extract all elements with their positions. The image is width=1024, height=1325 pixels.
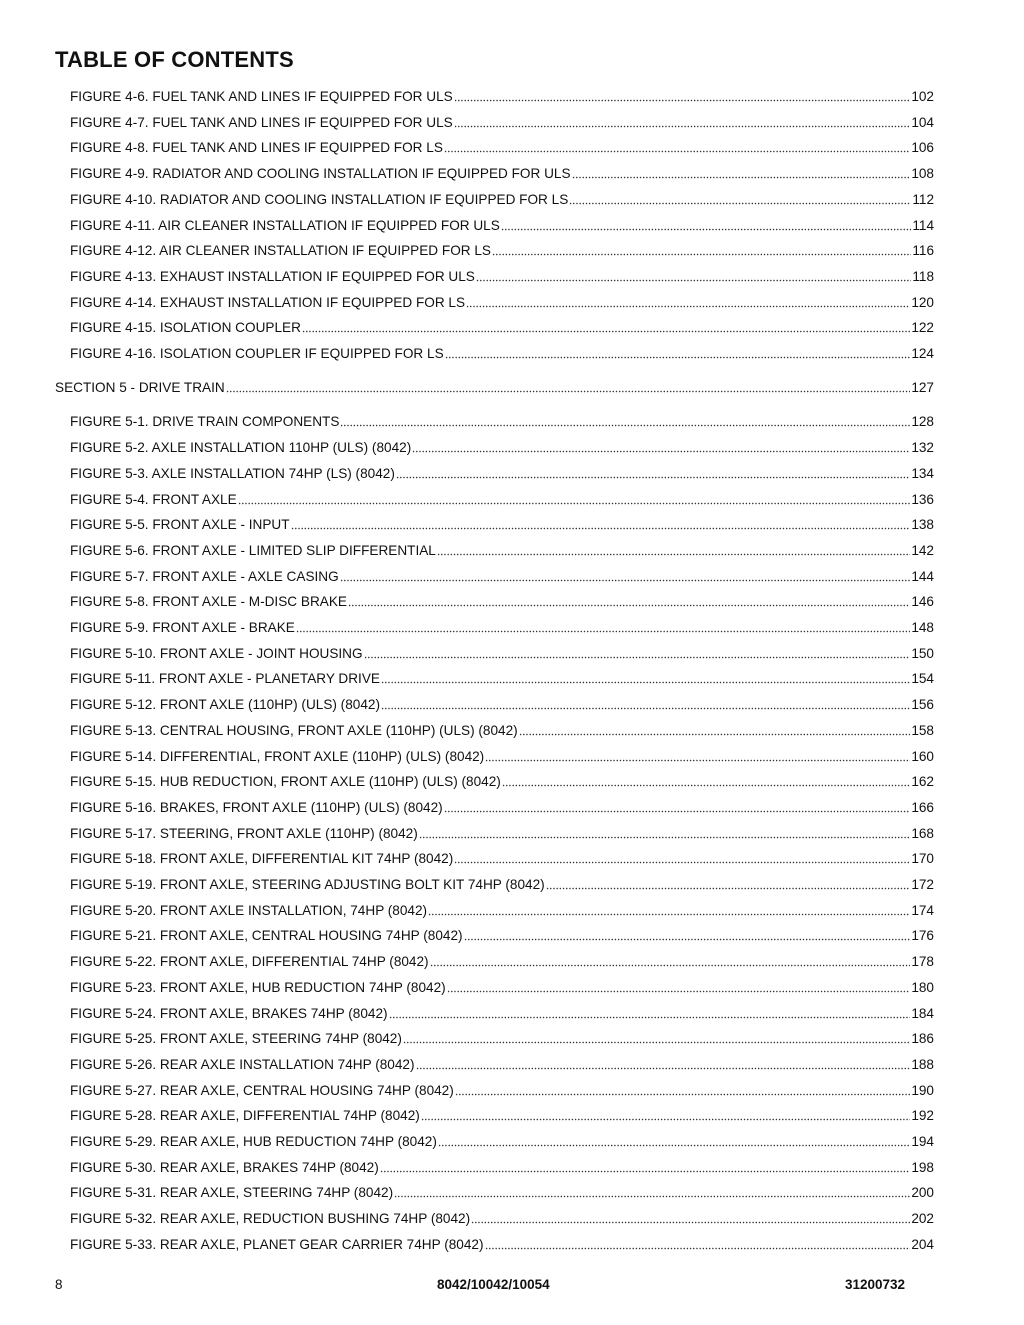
toc-entry-page: 188 <box>911 1056 934 1072</box>
toc-entry-label: FIGURE 5-33. REAR AXLE, PLANET GEAR CARRIER 74HP (8042) <box>70 1236 484 1252</box>
dot-leader <box>485 759 910 762</box>
toc-figure-entry[interactable] <box>70 1235 934 1255</box>
dot-leader <box>438 1144 910 1147</box>
toc-figure-entry[interactable] <box>70 1209 934 1229</box>
toc-figure-entry[interactable] <box>70 875 934 895</box>
toc-figure-entry[interactable] <box>70 1004 934 1024</box>
toc-entry-page: 132 <box>911 440 934 456</box>
toc-entry-page: 146 <box>911 594 934 610</box>
toc-entry-label: FIGURE 5-4. FRONT AXLE <box>70 491 237 507</box>
toc-figure-entry[interactable] <box>70 849 934 869</box>
toc-entry-label: FIGURE 5-25. FRONT AXLE, STEERING 74HP (8042) <box>70 1031 402 1047</box>
dot-leader <box>340 424 910 427</box>
toc-entry-label: FIGURE 5-21. FRONT AXLE, CENTRAL HOUSING 74HP (8042) <box>70 928 463 944</box>
toc-figure-entry[interactable] <box>70 1106 934 1126</box>
toc-figure-entry[interactable] <box>70 567 934 587</box>
toc-entry-page: 204 <box>911 1236 934 1252</box>
toc-entry-page: 127 <box>911 380 934 396</box>
toc-entry-label: FIGURE 4-12. AIR CLEANER INSTALLATION IF EQUIPPED FOR LS <box>70 243 492 259</box>
toc-entry-page: 172 <box>911 877 934 892</box>
toc-entry-label: FIGURE 4-16. ISOLATION COUPLER IF EQUIPPED FOR LS <box>70 346 444 361</box>
toc-entry-page: 198 <box>911 1159 934 1175</box>
toc-figure-entry[interactable] <box>70 695 934 715</box>
dot-leader <box>572 176 911 179</box>
toc-entry-label: FIGURE 5-1. DRIVE TRAIN COMPONENTS <box>70 414 340 430</box>
toc-entry-label: FIGURE 5-32. REAR AXLE, REDUCTION BUSHING 74HP (8042) <box>70 1211 471 1227</box>
toc-entry-label: FIGURE 5-13. CENTRAL HOUSING, FRONT AXLE (110HP) (ULS) (8042) <box>70 722 518 738</box>
toc-figure-entry[interactable] <box>70 1132 934 1152</box>
toc-entry-label: FIGURE 4-15. ISOLATION COUPLER <box>70 320 301 336</box>
dot-leader <box>296 630 910 633</box>
toc-entry-page: 128 <box>911 414 934 430</box>
toc-entry-label: FIGURE 5-2. AXLE INSTALLATION 110HP (ULS) (8042) <box>70 440 412 456</box>
toc-figure-entry[interactable] <box>70 293 934 313</box>
dot-leader <box>569 202 911 205</box>
toc-figure-entry[interactable] <box>70 138 934 158</box>
dot-leader <box>466 305 910 308</box>
toc-entry-label: FIGURE 5-27. REAR AXLE, CENTRAL HOUSING 74HP (8042) <box>70 1082 454 1098</box>
toc-entry-page: 194 <box>911 1134 934 1149</box>
dot-leader <box>501 228 912 231</box>
dot-leader <box>381 707 910 710</box>
toc-entry-page: 122 <box>911 320 934 336</box>
toc-entry-page: 154 <box>911 671 934 687</box>
toc-entry-page: 134 <box>911 465 934 481</box>
toc-figure-entry[interactable] <box>70 190 934 210</box>
toc-entry-label: FIGURE 5-20. FRONT AXLE INSTALLATION, 74HP (8042) <box>70 902 428 918</box>
toc-entry-label: FIGURE 5-28. REAR AXLE, DIFFERENTIAL 74HP (8042) <box>70 1108 420 1124</box>
toc-entry-page: 184 <box>911 1005 934 1021</box>
dot-leader <box>455 1093 911 1096</box>
dot-leader <box>416 1067 911 1070</box>
toc-figure-entry[interactable] <box>70 618 934 638</box>
dot-leader <box>421 1118 911 1121</box>
dot-leader <box>394 1195 910 1198</box>
toc-figure-entry[interactable] <box>70 772 934 792</box>
dot-leader <box>454 861 910 864</box>
toc-entry-page: 114 <box>912 217 934 233</box>
toc-entry-label: FIGURE 5-14. DIFFERENTIAL, FRONT AXLE (110HP) (ULS) (8042) <box>70 748 485 764</box>
toc-entry-label: FIGURE 5-12. FRONT AXLE (110HP) (ULS) (8042) <box>70 697 380 713</box>
toc-figure-entry[interactable] <box>70 901 934 921</box>
toc-entry-label: FIGURE 5-6. FRONT AXLE - LIMITED SLIP DIFFERENTIAL <box>70 542 436 558</box>
toc-entry-label: FIGURE 5-8. FRONT AXLE - M-DISC BRAKE <box>70 594 347 610</box>
toc-figure-entry[interactable] <box>70 1183 934 1203</box>
dot-leader <box>226 390 911 393</box>
toc-figure-entry[interactable] <box>70 87 934 107</box>
toc-entry-page: 192 <box>911 1108 934 1124</box>
toc-figure-entry[interactable] <box>70 644 934 664</box>
toc-entry-page: 142 <box>911 542 934 558</box>
toc-entry-page: 102 <box>911 89 934 104</box>
toc-figure-entry[interactable] <box>70 721 934 741</box>
dot-leader <box>419 836 911 839</box>
dot-leader <box>476 279 911 282</box>
dot-leader <box>492 253 911 256</box>
dot-leader <box>454 99 911 102</box>
toc-entry-page: 202 <box>911 1211 934 1227</box>
toc-figure-entry[interactable] <box>70 267 934 287</box>
toc-figure-entry[interactable] <box>70 412 934 432</box>
toc-entry-page: 124 <box>911 346 934 361</box>
toc-figure-entry[interactable] <box>70 464 934 484</box>
dot-leader <box>444 150 910 153</box>
dot-leader <box>381 681 910 684</box>
toc-entry-label: FIGURE 5-7. FRONT AXLE - AXLE CASING <box>70 568 339 584</box>
toc-entry-page: 180 <box>911 979 934 995</box>
dot-leader <box>464 938 911 941</box>
dot-leader <box>291 527 911 530</box>
dot-leader <box>445 356 911 359</box>
toc-figure-entry[interactable] <box>70 490 934 510</box>
toc-entry-page: 174 <box>911 902 934 918</box>
toc-section-entry[interactable] <box>55 378 934 398</box>
toc-entry-page: 176 <box>911 928 934 944</box>
toc-figure-entry[interactable] <box>70 747 934 767</box>
dot-leader <box>519 733 911 736</box>
toc-entry-page: 118 <box>912 268 934 284</box>
toc-figure-entry[interactable] <box>70 164 934 184</box>
footer-page-number: 8 <box>55 1277 63 1292</box>
toc-entry-page: 136 <box>911 491 934 507</box>
toc-entry-label: FIGURE 5-9. FRONT AXLE - BRAKE <box>70 620 295 635</box>
toc-entry-page: 170 <box>911 851 934 867</box>
toc-figure-entry[interactable] <box>70 541 934 561</box>
dot-leader <box>396 476 910 479</box>
toc-entry-page: 120 <box>911 294 934 310</box>
toc-entry-page: 162 <box>911 774 934 790</box>
toc-entry-page: 160 <box>911 748 934 764</box>
toc-figure-entry[interactable] <box>70 318 934 338</box>
toc-entry-page: 148 <box>911 620 934 635</box>
toc-entry-label: FIGURE 5-23. FRONT AXLE, HUB REDUCTION 74HP (8042) <box>70 979 446 995</box>
dot-leader <box>430 964 911 967</box>
toc-entry-label: FIGURE 4-6. FUEL TANK AND LINES IF EQUIPPED FOR ULS <box>70 89 453 104</box>
dot-leader <box>340 579 911 582</box>
toc-figure-entry[interactable] <box>70 241 934 261</box>
toc-entry-label: FIGURE 5-18. FRONT AXLE, DIFFERENTIAL KIT 74HP (8042) <box>70 851 454 867</box>
toc-entry-page: 166 <box>911 799 934 815</box>
toc-entry-label: FIGURE 4-7. FUEL TANK AND LINES IF EQUIPPED FOR ULS <box>70 114 453 130</box>
toc-figure-entry[interactable] <box>70 1055 934 1075</box>
dot-leader <box>348 604 910 607</box>
toc-entry-page: 116 <box>912 243 934 259</box>
dot-leader <box>454 125 911 128</box>
toc-figure-entry[interactable] <box>70 1158 934 1178</box>
dot-leader <box>437 553 910 556</box>
toc-entry-label: FIGURE 5-22. FRONT AXLE, DIFFERENTIAL 74HP (8042) <box>70 954 429 970</box>
toc-entry-label: FIGURE 4-8. FUEL TANK AND LINES IF EQUIPPED FOR LS <box>70 140 443 156</box>
dot-leader <box>412 450 910 453</box>
dot-leader <box>428 913 910 916</box>
toc-entry-page: 150 <box>911 645 934 661</box>
toc-entry-page: 112 <box>912 191 934 207</box>
toc-figure-entry[interactable] <box>70 216 934 236</box>
footer-doc-number: 31200732 <box>845 1277 906 1292</box>
toc-figure-entry[interactable] <box>70 344 934 364</box>
toc-figure-entry[interactable] <box>70 798 934 818</box>
toc-entry-page: 186 <box>911 1031 934 1047</box>
dot-leader <box>444 810 911 813</box>
toc-entry-label: FIGURE 5-19. FRONT AXLE, STEERING ADJUSTING BOLT KIT 74HP (8042) <box>70 877 545 892</box>
toc-figure-entry[interactable] <box>70 592 934 612</box>
toc-entry-page: 106 <box>911 140 934 156</box>
toc-entry-label: FIGURE 5-5. FRONT AXLE - INPUT <box>70 517 290 533</box>
toc-entry-label: FIGURE 5-26. REAR AXLE INSTALLATION 74HP (8042) <box>70 1056 415 1072</box>
toc-entry-label: FIGURE 4-10. RADIATOR AND COOLING INSTALLATION IF EQUIPPED FOR LS <box>70 191 569 207</box>
dot-leader <box>389 1016 911 1019</box>
page-title: TABLE OF CONTENTS <box>55 47 294 72</box>
dot-leader <box>302 330 910 333</box>
toc-entry-label: FIGURE 5-16. BRAKES, FRONT AXLE (110HP) (ULS) (8042) <box>70 799 443 815</box>
dot-leader <box>238 502 911 505</box>
toc-entry-label: FIGURE 4-9. RADIATOR AND COOLING INSTALLATION IF EQUIPPED FOR ULS <box>70 166 571 182</box>
toc-entry-label: FIGURE 5-10. FRONT AXLE - JOINT HOUSING <box>70 645 363 661</box>
dot-leader <box>502 784 910 787</box>
toc-figure-entry[interactable] <box>70 1029 934 1049</box>
footer-models: 8042/10042/10054 <box>437 1277 550 1292</box>
toc-entry-page: 108 <box>911 166 934 182</box>
toc-entry-page: 168 <box>911 825 934 841</box>
toc-figure-entry[interactable] <box>70 824 934 844</box>
toc-figure-entry[interactable] <box>70 438 934 458</box>
toc-entry-page: 200 <box>911 1185 934 1201</box>
toc-figure-entry[interactable] <box>70 1081 934 1101</box>
toc-entry-label: FIGURE 5-31. REAR AXLE, STEERING 74HP (8042) <box>70 1185 394 1201</box>
toc-entry-page: 156 <box>911 697 934 713</box>
toc-entry-label: FIGURE 4-13. EXHAUST INSTALLATION IF EQUIPPED FOR ULS <box>70 268 475 284</box>
toc-figure-entry[interactable] <box>70 113 934 133</box>
toc-entry-page: 190 <box>911 1082 934 1098</box>
toc-entry-label: FIGURE 5-15. HUB REDUCTION, FRONT AXLE (110HP) (ULS) (8042) <box>70 774 501 790</box>
dot-leader <box>380 1170 911 1173</box>
toc-entry-label: FIGURE 5-17. STEERING, FRONT AXLE (110HP) (8042) <box>70 825 418 841</box>
toc-entry-label: FIGURE 5-3. AXLE INSTALLATION 74HP (LS) (8042) <box>70 465 395 481</box>
dot-leader <box>471 1221 910 1224</box>
dot-leader <box>485 1247 911 1250</box>
toc-entry-label: FIGURE 4-11. AIR CLEANER INSTALLATION IF EQUIPPED FOR ULS <box>70 217 500 233</box>
toc-entry-label: FIGURE 5-11. FRONT AXLE - PLANETARY DRIVE <box>70 671 380 687</box>
toc-entry-label: FIGURE 5-29. REAR AXLE, HUB REDUCTION 74HP (8042) <box>70 1134 437 1149</box>
toc-figure-entry[interactable] <box>70 978 934 998</box>
toc-entry-label: FIGURE 5-30. REAR AXLE, BRAKES 74HP (8042) <box>70 1159 379 1175</box>
toc-entry-label: SECTION 5 - DRIVE TRAIN <box>55 380 225 396</box>
dot-leader <box>447 990 911 993</box>
toc-figure-entry[interactable] <box>70 515 934 535</box>
dot-leader <box>546 887 911 890</box>
toc-entry-page: 138 <box>911 517 934 533</box>
toc-entry-label: FIGURE 5-24. FRONT AXLE, BRAKES 74HP (8042) <box>70 1005 388 1021</box>
toc-entry-page: 158 <box>911 722 934 738</box>
toc-figure-entry[interactable] <box>70 952 934 972</box>
dot-leader <box>364 656 911 659</box>
toc-figure-entry[interactable] <box>70 669 934 689</box>
toc-figure-entry[interactable] <box>70 926 934 946</box>
toc-entry-label: FIGURE 4-14. EXHAUST INSTALLATION IF EQUIPPED FOR LS <box>70 294 466 310</box>
toc-entry-page: 178 <box>911 954 934 970</box>
toc-entry-page: 104 <box>911 114 934 130</box>
dot-leader <box>403 1041 910 1044</box>
toc-entry-page: 144 <box>911 568 934 584</box>
